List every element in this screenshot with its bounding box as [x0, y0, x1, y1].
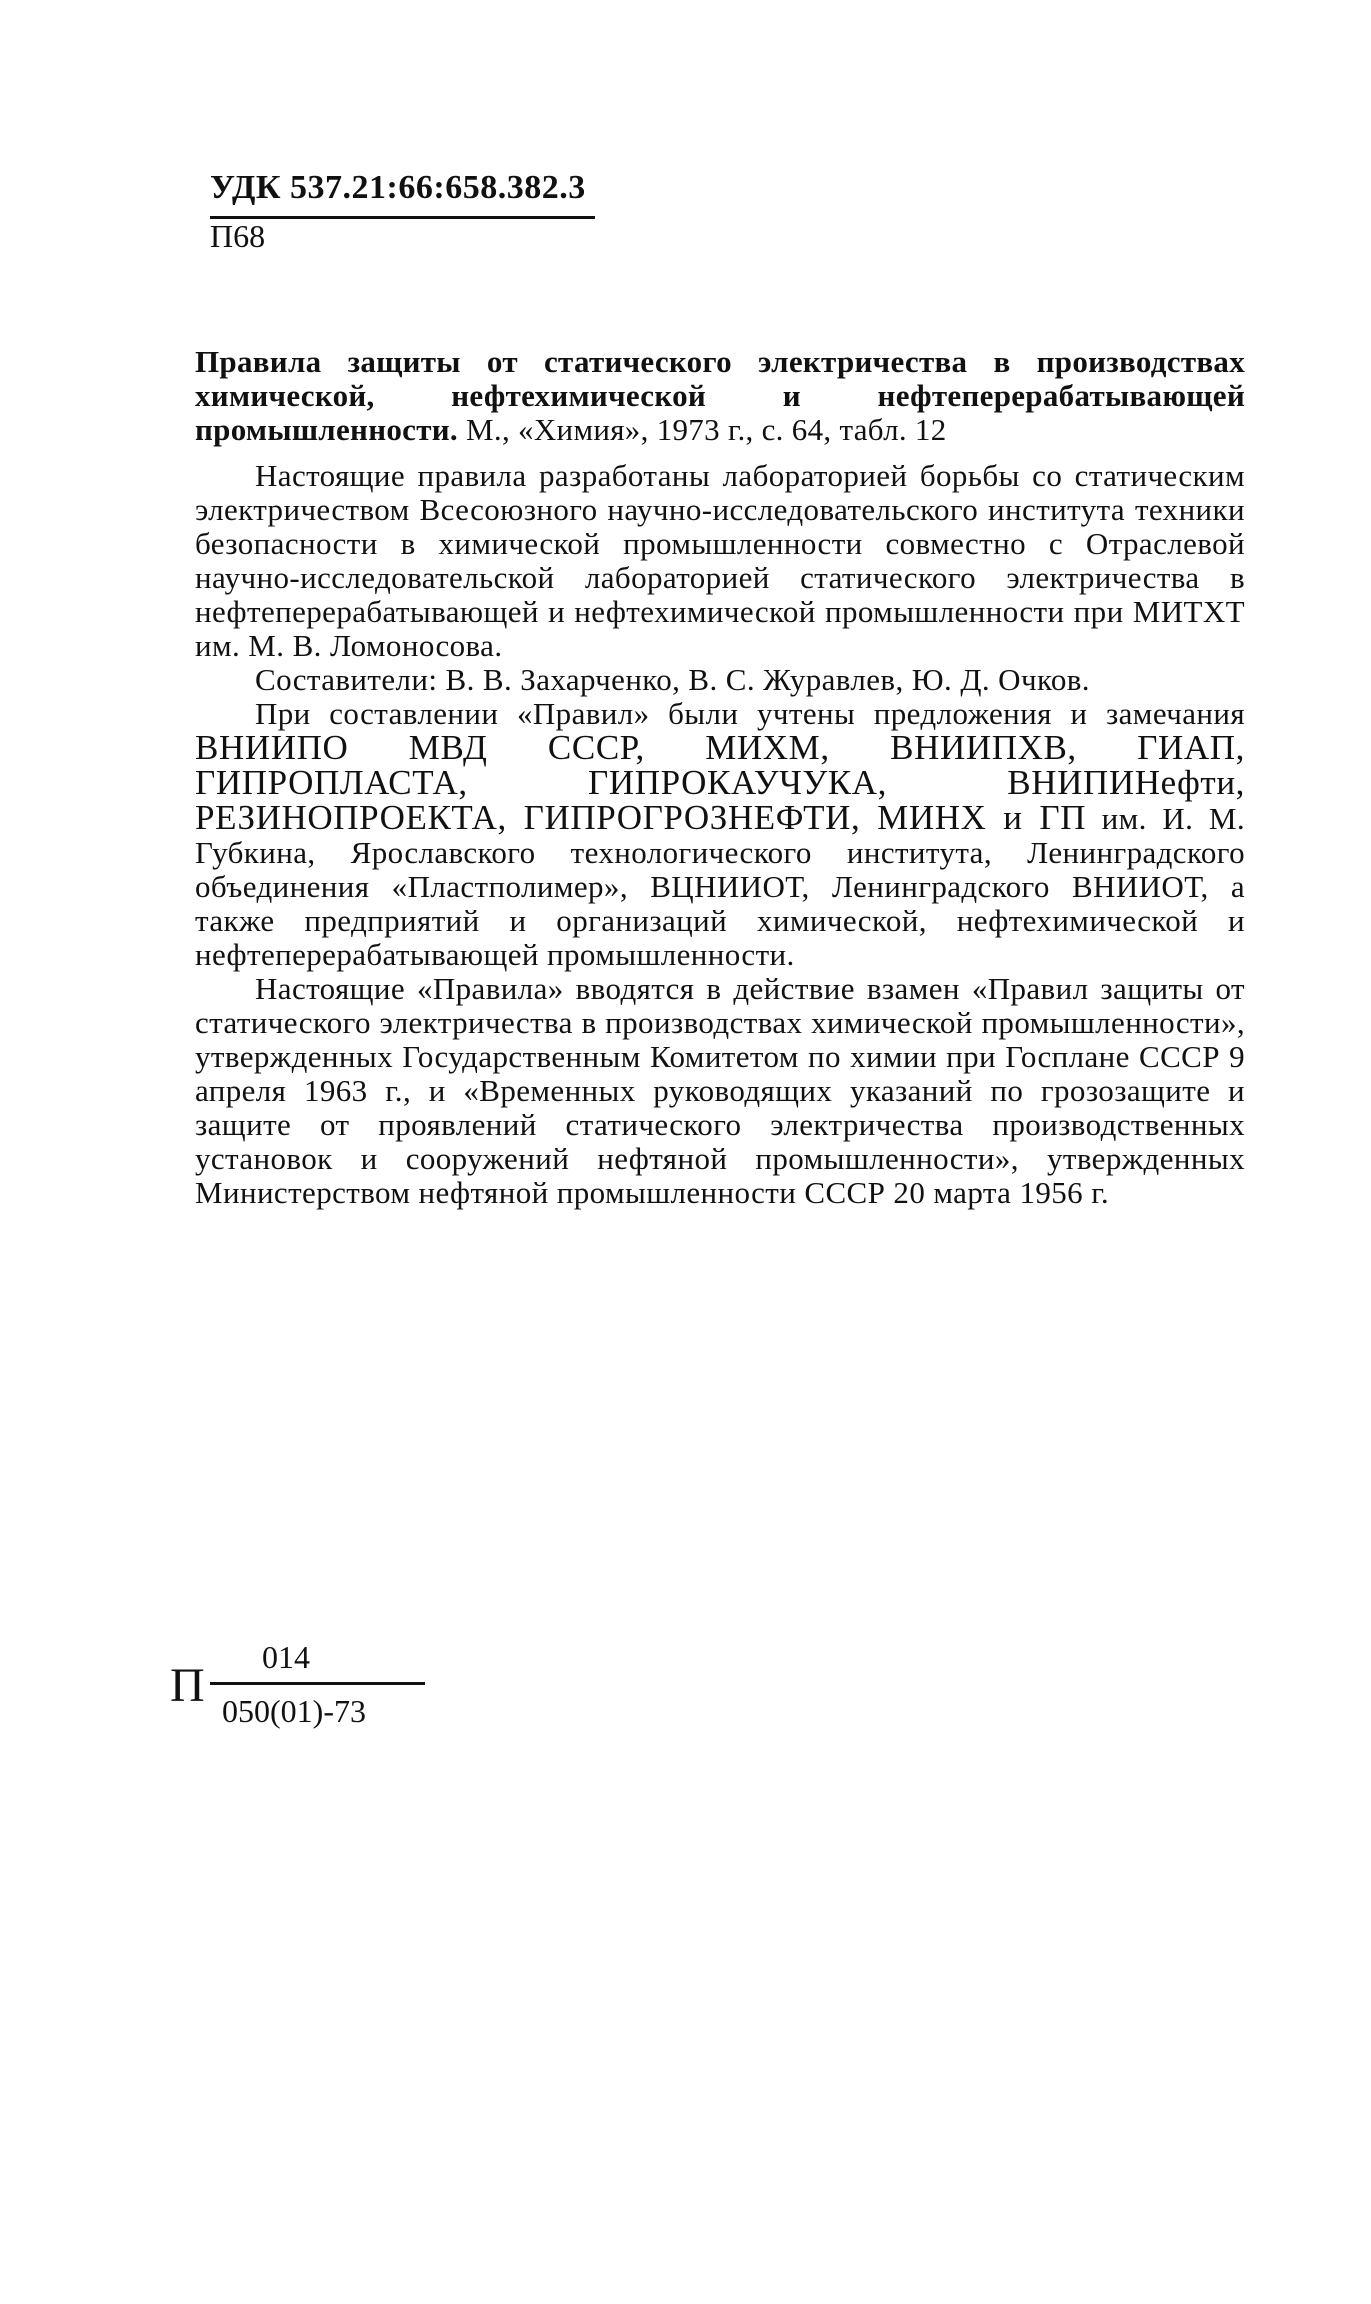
udk-divider	[210, 216, 595, 219]
contributors-organizations: ВНИИПО МВД СССР, МИХМ, ВНИИПХВ, ГИАП, ГИПРОПЛАСТА, ГИПРОКАУЧУКА, ВНИПИНефти, РЕЗИНОПРОЕКТА, ГИПРОГРОЗНЕФТИ, МИНХ и ГП	[195, 728, 1245, 837]
paragraph-compilers: Составители: В. В. Захарченко, В. С. Журавлев, Ю. Д. Очков.	[255, 662, 1090, 697]
annotation-body	[195, 345, 1245, 1210]
publisher-code-fraction-line	[210, 1682, 425, 1685]
book-title: Правила защиты от статического электричества в производствах химической, нефтехимической и нефтеперерабатывающей промышленности.	[195, 344, 1245, 447]
publisher-code-denominator: 050(01)-73	[222, 1693, 366, 1729]
publisher-code-numerator: 014	[262, 1639, 310, 1675]
book-imprint: М., «Химия», 1973 г., с. 64, табл. 12	[466, 412, 947, 447]
udk-index: УДК 537.21:66:658.382.3	[210, 169, 586, 206]
publisher-code	[170, 1640, 430, 1760]
catalog-code: П68	[210, 218, 266, 254]
paragraph-supersedes: Настоящие «Правила» вводятся в действие взамен «Правил защиты от статического электричества в производствах химической промышленности», утвержденных Государственным Комитетом по химии при Госплане СССР 9 апреля 1963 г., и «Временных руководящих указаний по грозозащите и защите от проявлений статического электричества производственных установок и сооружений нефтяной промышленности», утвержденных Министерством нефтяной промышленности СССР 20 марта 1956 г.	[195, 971, 1245, 1210]
paragraph-developers: Настоящие правила разработаны лабораторией борьбы со статическим электричеством Всесоюзного научно-исследовательского института техники безопасности в химической промышленности совместно с Отраслевой научно-исследовательской лабораторией статического электричества в нефтеперерабатывающей и нефтехимической промышленности при МИТХТ им. М. В. Ломоносова.	[195, 458, 1245, 663]
contributors-intro: При составлении «Правил» были учтены предложения и замечания	[255, 696, 1245, 731]
contributors-rest: им. И. М. Губкина, Ярославского технологического института, Ленинградского объединения «Пластполимер», ВЦНИИОТ, Ленинградского ВНИИОТ, а также предприятий и организаций химической, нефтехимической и нефтеперерабатывающей промышленности.	[195, 801, 1246, 972]
bibliographic-title	[195, 345, 1245, 447]
paragraph-contributors	[195, 697, 1245, 972]
publisher-code-letter: П	[170, 1659, 205, 1712]
